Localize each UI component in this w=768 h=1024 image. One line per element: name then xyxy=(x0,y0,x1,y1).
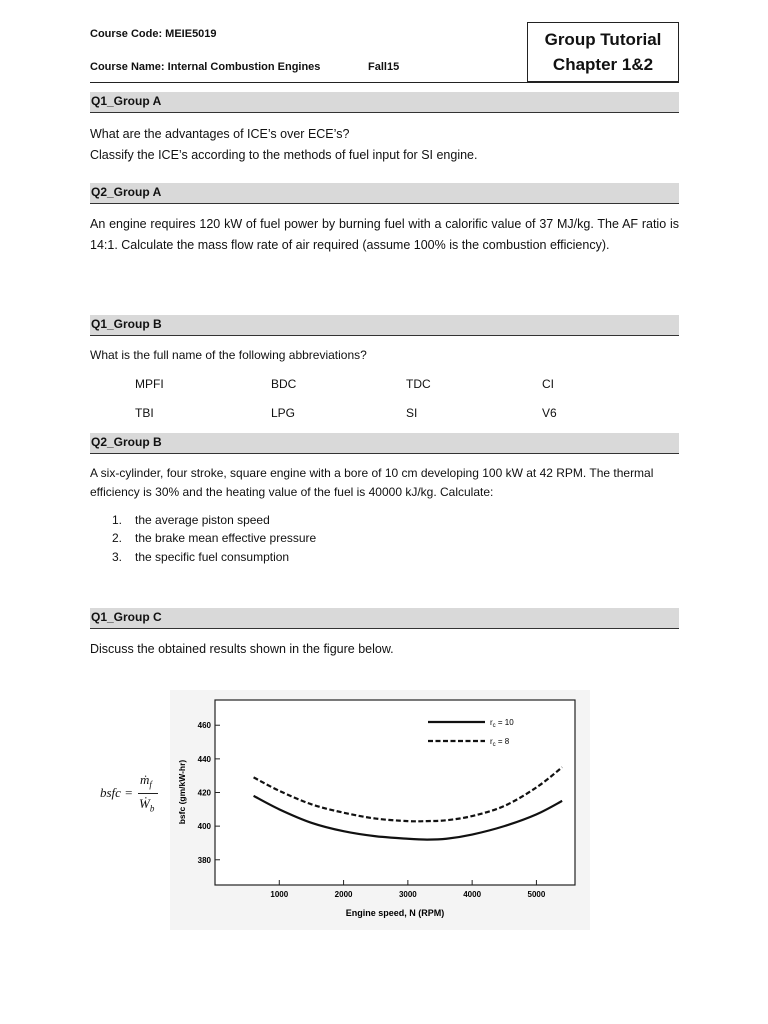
question-q1-group-b: What is the full name of the following abbreviations? xyxy=(90,348,367,362)
formula-denominator-symbol: Ẇ xyxy=(139,796,150,811)
x-tick-label: 1000 xyxy=(270,890,289,899)
title-line-2: Chapter 1&2 xyxy=(552,55,654,74)
term: Fall15 xyxy=(368,61,400,73)
question-q2-group-a: An engine requires 120 kW of fuel power by burning fuel with a calorific value of 37 MJ/kg. The AF ratio is 14:1. Calculate the mass flow rate of air required (assume 100% is the combustion efficiency). xyxy=(90,217,679,252)
y-tick-label: 400 xyxy=(197,822,211,832)
formula-fraction-bar xyxy=(138,793,158,794)
question-line: What are the advantages of ICE’s over ECE’s? xyxy=(90,127,350,141)
list-text: the brake mean effective pressure xyxy=(135,531,317,545)
x-tick-label: 2000 xyxy=(334,890,353,899)
formula-lhs: bsfc = xyxy=(100,785,133,800)
x-tick-label: 5000 xyxy=(527,890,546,899)
y-tick-label: 440 xyxy=(197,754,211,764)
abbreviation-item: TDC xyxy=(406,377,431,391)
plot-area xyxy=(215,700,575,885)
formula-denominator xyxy=(139,796,154,814)
list-number: 1. xyxy=(112,513,123,527)
section-header-q1-group-b: Q1_Group B xyxy=(90,315,679,336)
bsfc-chart xyxy=(170,690,590,930)
abbreviation-item: SI xyxy=(406,406,418,420)
legend-value: = 10 xyxy=(495,718,514,727)
x-tick-label: 3000 xyxy=(398,890,417,899)
abbreviation-item: LPG xyxy=(271,406,296,420)
section-header-q1-group-a: Q1_Group A xyxy=(90,92,679,113)
list-text: the specific fuel consumption xyxy=(135,550,290,564)
legend-value: = 8 xyxy=(495,737,510,746)
y-tick-label: 380 xyxy=(197,855,211,865)
abbreviation-item: V6 xyxy=(542,406,557,420)
bsfc-formula xyxy=(100,770,170,818)
list-text: the average piston speed xyxy=(135,513,270,527)
course-name: Course Name: Internal Combustion Engines xyxy=(90,61,321,73)
question-q1-group-a xyxy=(90,124,679,166)
y-axis-label: bsfc (gm/kW-hr) xyxy=(177,759,187,825)
abbreviation-item: MPFI xyxy=(135,377,164,391)
x-axis-label: Engine speed, N (RPM) xyxy=(345,908,445,918)
list-item xyxy=(112,513,512,529)
legend-subscript: c xyxy=(492,742,496,748)
abbreviation-item: TBI xyxy=(135,406,154,420)
section-header-q1-group-c: Q1_Group C xyxy=(90,608,679,629)
y-tick-label: 460 xyxy=(197,721,211,731)
legend-symbol: r xyxy=(490,718,493,727)
section-header-q2-group-a: Q2_Group A xyxy=(90,183,679,204)
course-code: Course Code: MEIE5019 xyxy=(90,28,217,40)
abbreviation-item: CI xyxy=(542,377,554,391)
x-tick-label: 4000 xyxy=(463,890,482,899)
question-q2-group-b: A six-cylinder, four stroke, square engine with a bore of 10 cm developing 100 kW at 42 RPM. The thermal efficiency is 30% and the heating value of the fuel is 40000 kJ/kg. Calculate: xyxy=(90,466,654,499)
list-number: 3. xyxy=(112,550,123,564)
abbreviation-item: BDC xyxy=(271,377,297,391)
formula-numerator-symbol: ṁ xyxy=(140,772,150,787)
formula-denominator-sub: b xyxy=(149,803,155,814)
legend-subscript: c xyxy=(492,723,496,729)
title-box xyxy=(527,22,679,82)
section-header-q2-group-b: Q2_Group B xyxy=(90,433,679,454)
list-item xyxy=(112,531,512,547)
header-rule xyxy=(90,82,679,83)
question-q1-group-c: Discuss the obtained results shown in the figure below. xyxy=(90,642,394,656)
list-item xyxy=(112,550,512,566)
legend-symbol: r xyxy=(490,737,493,746)
formula-numerator xyxy=(140,772,152,790)
y-tick-label: 420 xyxy=(197,788,211,798)
list-number: 2. xyxy=(112,531,123,545)
question-line: Classify the ICE’s according to the methods of fuel input for SI engine. xyxy=(90,148,478,162)
title-line-1: Group Tutorial xyxy=(544,30,662,49)
formula-numerator-sub: f xyxy=(149,779,152,790)
